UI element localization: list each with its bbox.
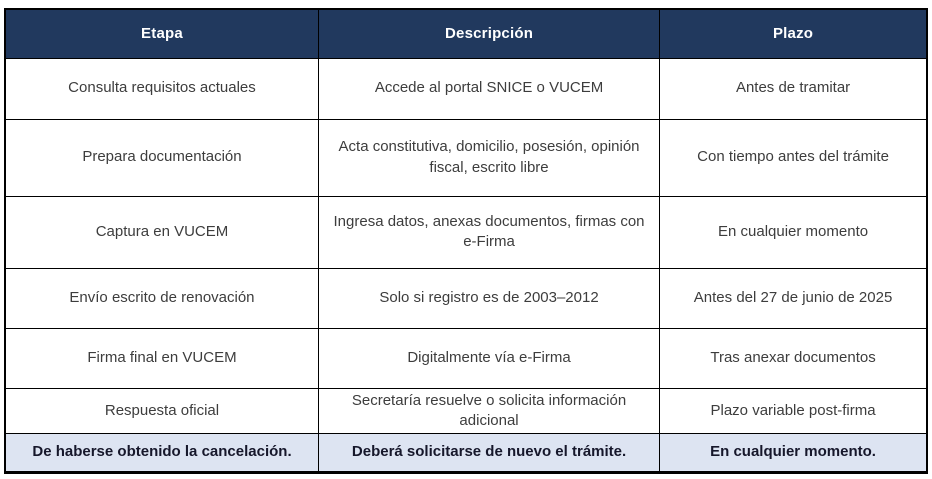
table-row — [5, 388, 927, 434]
cell-descripcion: Deberá solicitarse de nuevo el trámite. — [318, 434, 659, 473]
cell-etapa: Captura en VUCEM — [5, 196, 318, 268]
cell-plazo: Tras anexar documentos — [660, 328, 927, 388]
table-row — [5, 119, 927, 196]
cell-plazo: Plazo variable post-firma — [660, 388, 927, 434]
cell-etapa: Firma final en VUCEM — [5, 328, 318, 388]
table-body — [5, 58, 927, 473]
table-row-highlight — [5, 434, 927, 473]
cell-plazo: Con tiempo antes del trámite — [660, 119, 927, 196]
cell-etapa: De haberse obtenido la cancelación. — [5, 434, 318, 473]
cell-etapa: Respuesta oficial — [5, 388, 318, 434]
table-row — [5, 58, 927, 119]
table-row — [5, 268, 927, 328]
cell-descripcion: Solo si registro es de 2003–2012 — [318, 268, 659, 328]
cell-descripcion: Digitalmente vía e-Firma — [318, 328, 659, 388]
header-plazo: Plazo — [660, 9, 927, 58]
cell-plazo: En cualquier momento — [660, 196, 927, 268]
table-header — [5, 9, 927, 58]
header-etapa: Etapa — [5, 9, 318, 58]
cell-descripcion: Ingresa datos, anexas documentos, firmas con e-Firma — [318, 196, 659, 268]
cell-plazo: En cualquier momento. — [660, 434, 927, 473]
cell-plazo: Antes de tramitar — [660, 58, 927, 119]
table-row — [5, 196, 927, 268]
cell-etapa: Envío escrito de renovación — [5, 268, 318, 328]
cell-etapa: Prepara documentación — [5, 119, 318, 196]
cell-descripcion: Accede al portal SNICE o VUCEM — [318, 58, 659, 119]
table-row — [5, 328, 927, 388]
cell-descripcion: Secretaría resuelve o solicita información adicional — [318, 388, 659, 434]
cell-descripcion: Acta constitutiva, domicilio, posesión, opinión fiscal, escrito libre — [318, 119, 659, 196]
header-row — [5, 9, 927, 58]
cell-plazo: Antes del 27 de junio de 2025 — [660, 268, 927, 328]
cell-etapa: Consulta requisitos actuales — [5, 58, 318, 119]
header-descripcion: Descripción — [318, 9, 659, 58]
process-table — [4, 8, 928, 474]
